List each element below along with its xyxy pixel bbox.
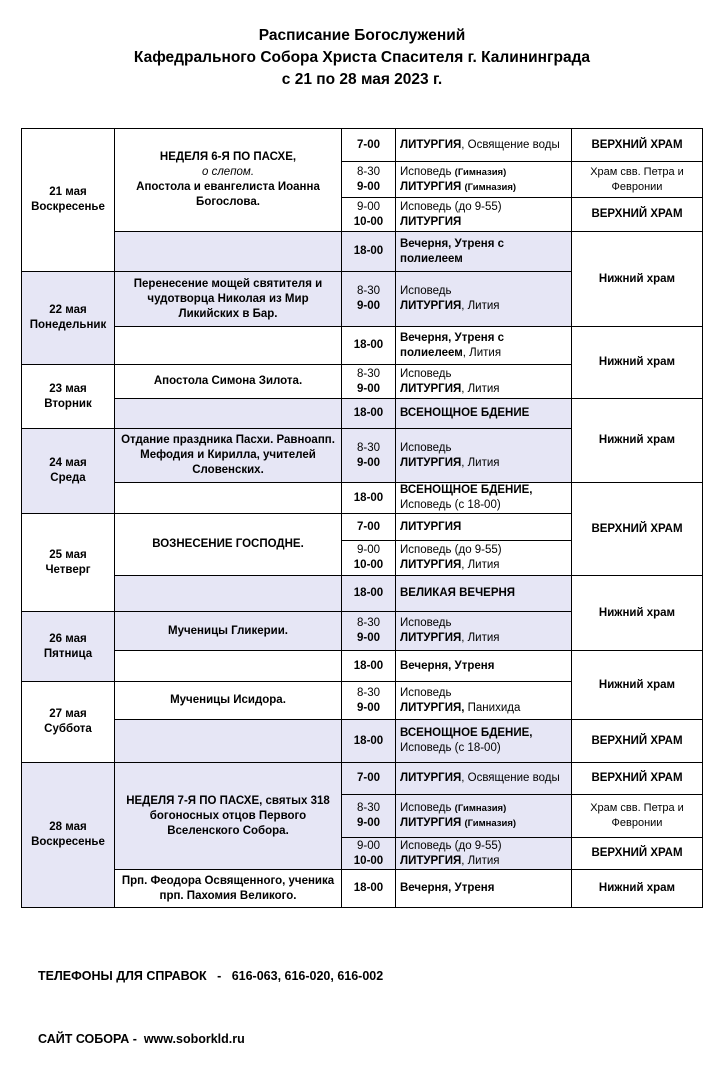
table-row: [22, 870, 703, 908]
feast-cell: НЕДЕЛЯ 6-Я ПО ПАСХЕ, о слепом. Апостола и евангелиста Иоанна Богослова.: [115, 129, 342, 232]
day-cell: 22 мая Понедельник: [22, 272, 115, 365]
empty-cell: [115, 720, 342, 763]
place-cell: Нижний храм: [572, 232, 703, 327]
place-cell: Храм свв. Петра и Февронии: [572, 162, 703, 198]
place-cell: Нижний храм: [572, 870, 703, 908]
feast-cell: Перенесение мощей святителя и чудотворца Николая из Мир Ликийских в Бар.: [115, 272, 342, 327]
time-cell: 8-30 9-00: [342, 795, 396, 838]
table-row: [22, 576, 703, 612]
day-cell: 26 мая Пятница: [22, 612, 115, 682]
service-cell: ЛИТУРГИЯ, Освящение воды: [396, 763, 572, 795]
table-row: [22, 651, 703, 682]
time-cell: 18-00: [342, 720, 396, 763]
feast-cell: Отдание праздника Пасхи. Равноапп. Мефодия и Кирилла, учителей Словенских.: [115, 429, 342, 483]
time-cell: 18-00: [342, 651, 396, 682]
time-cell: 9-00 10-00: [342, 838, 396, 870]
schedule-table: [21, 128, 703, 908]
service-cell: Исповедь ЛИТУРГИЯ, Лития: [396, 272, 572, 327]
time-cell: 18-00: [342, 232, 396, 272]
service-cell: Исповедь ЛИТУРГИЯ, Лития: [396, 365, 572, 399]
place-cell: Нижний храм: [572, 399, 703, 483]
day-cell: 24 мая Среда: [22, 429, 115, 514]
place-cell: ВЕРХНИЙ ХРАМ: [572, 198, 703, 232]
table-row: [22, 232, 703, 272]
service-cell: Вечерня, Утреня: [396, 651, 572, 682]
empty-cell: [115, 651, 342, 682]
feast-cell: Апостола Симона Зилота.: [115, 365, 342, 399]
table-row: [22, 720, 703, 763]
service-cell: ВСЕНОЩНОЕ БДЕНИЕ, Исповедь (с 18-00): [396, 720, 572, 763]
table-row: [22, 399, 703, 429]
place-cell: ВЕРХНИЙ ХРАМ: [572, 763, 703, 795]
table-row: [22, 129, 703, 162]
service-cell: Исповедь (Гимназия) ЛИТУРГИЯ (Гимназия): [396, 162, 572, 198]
time-cell: 8-30 9-00: [342, 429, 396, 483]
feast-cell: Мученицы Исидора.: [115, 682, 342, 720]
day-cell: 23 мая Вторник: [22, 365, 115, 429]
place-cell: ВЕРХНИЙ ХРАМ: [572, 483, 703, 576]
service-cell: ЛИТУРГИЯ, Освящение воды: [396, 129, 572, 162]
empty-cell: [115, 483, 342, 514]
table-row: [22, 763, 703, 795]
service-cell: Исповедь (до 9-55) ЛИТУРГИЯ, Лития: [396, 541, 572, 576]
time-cell: 7-00: [342, 129, 396, 162]
time-cell: 9-00 10-00: [342, 198, 396, 232]
place-cell: ВЕРХНИЙ ХРАМ: [572, 838, 703, 870]
empty-cell: [115, 327, 342, 365]
time-cell: 8-30 9-00: [342, 162, 396, 198]
header-dates: с 21 по 28 мая 2023 г.: [281, 71, 443, 88]
service-cell: Исповедь ЛИТУРГИЯ, Лития: [396, 429, 572, 483]
service-cell: Вечерня, Утреня с полиелеем, Лития: [396, 327, 572, 365]
service-cell: Исповедь ЛИТУРГИЯ, Панихида: [396, 682, 572, 720]
place-cell: Храм свв. Петра и Февронии: [572, 795, 703, 838]
place-cell: ВЕРХНИЙ ХРАМ: [572, 720, 703, 763]
header-title: Расписание Богослужений: [258, 27, 466, 44]
service-cell: ВСЕНОЩНОЕ БДЕНИЕ, Исповедь (с 18-00): [396, 483, 572, 514]
document-footer: [38, 924, 383, 1071]
time-cell: 8-30 9-00: [342, 272, 396, 327]
feast-cell: НЕДЕЛЯ 7-Я ПО ПАСХЕ, святых 318 богоносных отцов Первого Вселенского Собора.: [115, 763, 342, 870]
feast-cell: ВОЗНЕСЕНИЕ ГОСПОДНЕ.: [115, 514, 342, 576]
place-cell: Нижний храм: [572, 651, 703, 720]
place-cell: Нижний храм: [572, 576, 703, 651]
day-cell: 21 мая Воскресенье: [22, 129, 115, 272]
footer-site: САЙТ СОБОРА - www.soborkld.ru: [38, 1032, 245, 1046]
footer-phones: ТЕЛЕФОНЫ ДЛЯ СПРАВОК - 616-063, 616-020, 616-002: [38, 969, 384, 983]
time-cell: 18-00: [342, 399, 396, 429]
service-cell: ВЕЛИКАЯ ВЕЧЕРНЯ: [396, 576, 572, 612]
header-cathedral: Кафедрального Собора Христа Спасителя г. Калининграда: [133, 49, 591, 66]
service-cell: Исповедь (до 9-55) ЛИТУРГИЯ: [396, 198, 572, 232]
day-cell: 27 мая Суббота: [22, 682, 115, 763]
time-cell: 8-30 9-00: [342, 682, 396, 720]
service-cell: Исповедь (до 9-55) ЛИТУРГИЯ, Лития: [396, 838, 572, 870]
feast-cell: Мученицы Гликерии.: [115, 612, 342, 651]
empty-cell: [115, 576, 342, 612]
time-cell: 7-00: [342, 763, 396, 795]
document-header: [0, 25, 724, 91]
time-cell: 7-00: [342, 514, 396, 541]
place-cell: ВЕРХНИЙ ХРАМ: [572, 129, 703, 162]
service-cell: Вечерня, Утреня с полиелеем: [396, 232, 572, 272]
time-cell: 18-00: [342, 483, 396, 514]
time-cell: 8-30 9-00: [342, 365, 396, 399]
empty-cell: [115, 399, 342, 429]
day-cell: 25 мая Четверг: [22, 514, 115, 612]
feast-cell: Прп. Феодора Освященного, ученика прп. Пахомия Великого.: [115, 870, 342, 908]
service-cell: ВСЕНОЩНОЕ БДЕНИЕ: [396, 399, 572, 429]
place-cell: Нижний храм: [572, 327, 703, 399]
service-cell: Исповедь ЛИТУРГИЯ, Лития: [396, 612, 572, 651]
time-cell: 18-00: [342, 870, 396, 908]
time-cell: 8-30 9-00: [342, 612, 396, 651]
table-row: [22, 483, 703, 514]
time-cell: 18-00: [342, 576, 396, 612]
day-cell: 28 мая Воскресенье: [22, 763, 115, 908]
empty-cell: [115, 232, 342, 272]
service-cell: ЛИТУРГИЯ: [396, 514, 572, 541]
service-cell: Вечерня, Утреня: [396, 870, 572, 908]
service-cell: Исповедь (Гимназия) ЛИТУРГИЯ (Гимназия): [396, 795, 572, 838]
time-cell: 18-00: [342, 327, 396, 365]
table-row: [22, 327, 703, 365]
time-cell: 9-00 10-00: [342, 541, 396, 576]
